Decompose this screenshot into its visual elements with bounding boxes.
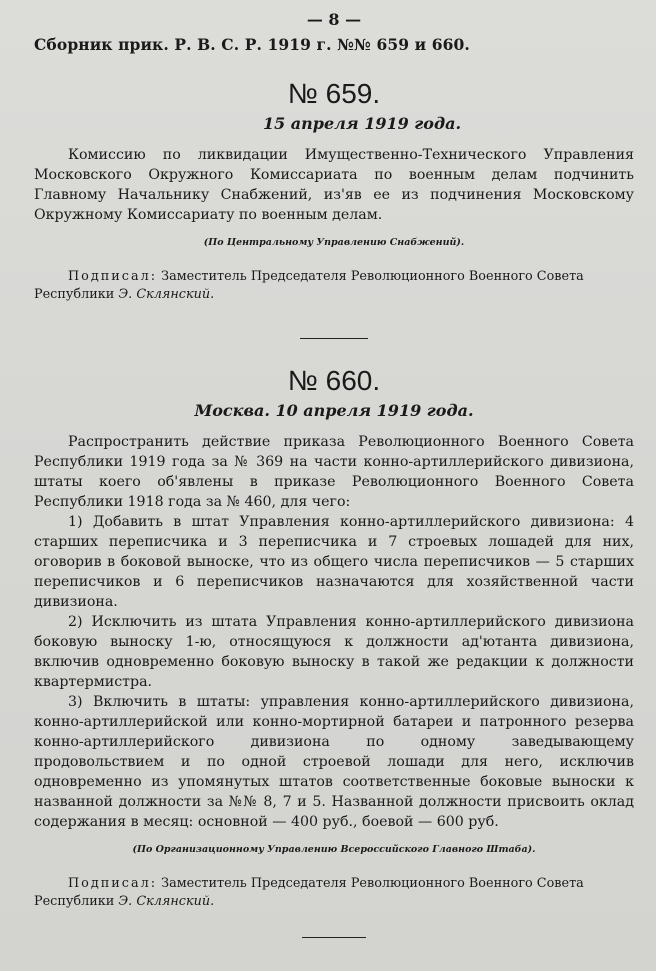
page-number: — 8 — xyxy=(306,10,362,29)
order-source: (По Центральному Управлению Снабжений). xyxy=(203,237,465,248)
order-paragraph: 1) Добавить в штат Управления конно-артиллерийского дивизиона: 4 старших переписчика и 3 переписчика и 7 строевых лошадей для них, оговорив в боковой выноске, что из общего числа переписчиков — 5 старших переписчиков и 6 переписчиков назначаются для хозяйственной части дивизиона. xyxy=(34,514,634,610)
order-signature xyxy=(34,268,634,304)
collection-header: Сборник прик. Р. В. С. Р. 1919 г. №№ 659 и 660. xyxy=(34,35,470,54)
signature-title: Заместитель Председателя Революционного Военного Совета Республики xyxy=(34,876,584,909)
order-659 xyxy=(34,78,634,304)
section-divider xyxy=(300,338,368,339)
order-number: № 659. xyxy=(287,78,381,109)
order-paragraph: 3) Включить в штаты: управления конно-артиллерийского дивизиона, конно-артиллерийской или конно-мортирной батареи и патронного резерва конно-артиллерийского дивизиона по одному заведывающему продовольствием и по одной строевой лошади для него, исключив одновременно из упомянутых штатов соответственные боковые выноски к названной должности за №№ 8, 7 и 5. Названной должности присвоить оклад содержания в месяц: основной — 400 руб., боевой — 600 руб. xyxy=(34,694,634,830)
signature-name: Э. Склянский. xyxy=(118,894,215,909)
order-date: 15 апреля 1919 года. xyxy=(262,114,462,133)
order-signature xyxy=(34,875,634,911)
section-divider xyxy=(302,937,366,938)
signature-title: Заместитель Председателя Революционного Военного Совета Республики xyxy=(34,269,584,302)
order-date: Москва. 10 апреля 1919 года. xyxy=(194,401,474,420)
order-paragraph: Комиссию по ликвидации Имущественно-Технического Управления Московского Окружного Комиссариата по военным делам подчинить Главному Начальнику Снабжений, из'яв ее из подчинения Московскому Окружному Комиссариату по военным делам. xyxy=(34,147,634,223)
order-number: № 660. xyxy=(287,365,381,396)
signature-name: Э. Склянский. xyxy=(118,287,215,302)
signature-label: Подписал: xyxy=(68,269,158,284)
order-paragraph: 2) Исключить из штата Управления конно-артиллерийского дивизиона боковую выноску 1-ю, относящуюся к должности ад'ютанта дивизиона, включив одновременно боковую выноску в такой же редакции к должности квартермистра. xyxy=(34,614,634,690)
signature-label: Подписал: xyxy=(68,876,158,891)
order-660 xyxy=(34,365,634,911)
order-source: (По Организационному Управлению Всероссийского Главного Штаба). xyxy=(132,844,536,855)
order-paragraph: Распространить действие приказа Революционного Военного Совета Республики 1919 года за № 369 на части конно-артиллерийского дивизиона, штаты коего об'явлены в приказе Революционного Военного Совета Республики 1918 года за № 460, для чего: xyxy=(34,434,634,510)
